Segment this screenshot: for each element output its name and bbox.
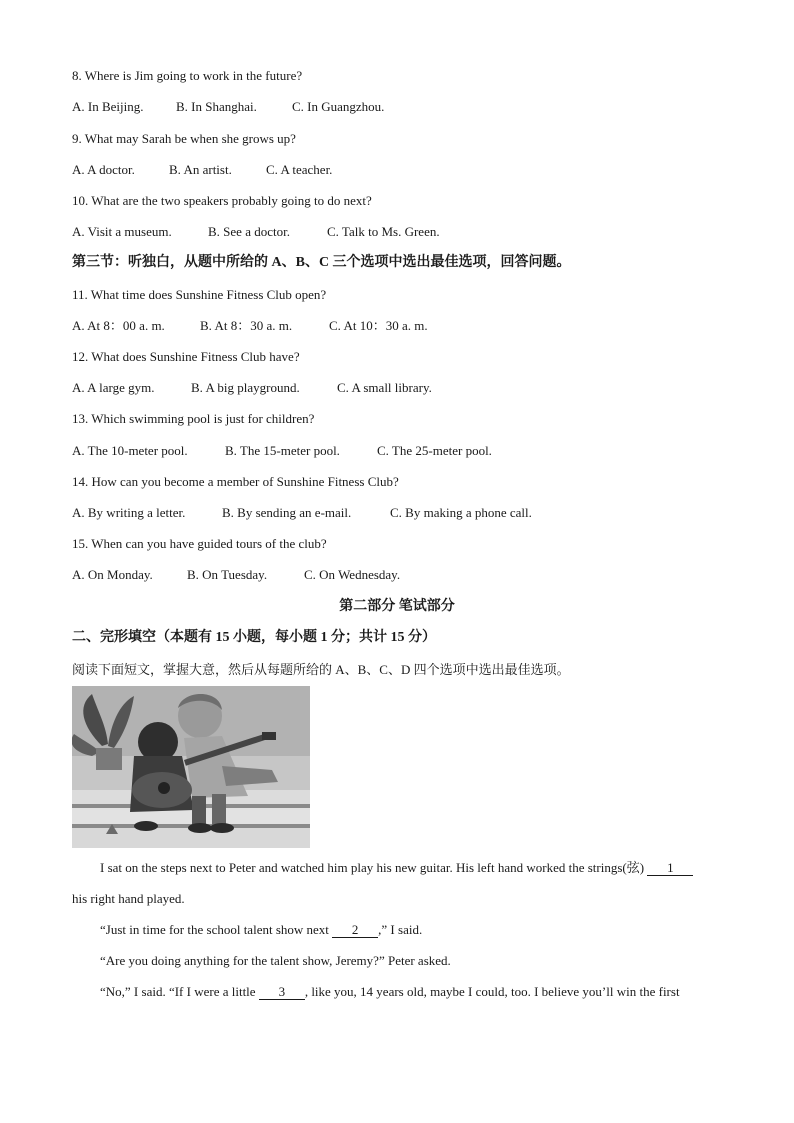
passage-line-3 — [100, 922, 422, 938]
question-15: 15. When can you have guided tours of the club? — [72, 536, 327, 551]
blank-2[interactable]: 2 — [332, 923, 378, 938]
option-c: C. On Wednesday. — [304, 567, 401, 582]
option-c: C. At 10：30 a. m. — [329, 318, 428, 333]
part-title: 第二部分 笔试部分 — [339, 599, 455, 614]
question-10: 10. What are the two speakers probably going to do next? — [72, 193, 372, 208]
passage-text: I sat on the steps next to Peter and watched him play his new guitar. His left hand worked the strings(弦) — [100, 860, 645, 875]
illustration-drawing — [72, 686, 310, 848]
question-13: 13. Which swimming pool is just for children? — [72, 411, 315, 426]
options-14 — [72, 505, 532, 521]
illustration-two-boys-guitar — [72, 686, 310, 848]
option-b: B. An artist. — [169, 162, 232, 177]
question-9: 9. What may Sarah be when she grows up? — [72, 131, 296, 146]
passage-text: “Just in time for the school talent show next — [100, 922, 329, 937]
passage-line-5 — [100, 984, 680, 1000]
section-title: 二、完形填空（本题有 15 小题，每小题 1 分；共计 15 分） — [72, 630, 436, 645]
blank-1[interactable]: 1 — [647, 861, 693, 876]
option-b: B. A big playground. — [191, 380, 300, 395]
blank-3[interactable]: 3 — [259, 985, 305, 1000]
passage-line-2: his right hand played. — [72, 891, 185, 906]
option-b: B. On Tuesday. — [187, 567, 268, 582]
passage-text: “No,” I said. “If I were a little — [100, 984, 256, 999]
options-12 — [72, 380, 432, 396]
question-14: 14. How can you become a member of Sunshine Fitness Club? — [72, 474, 399, 489]
options-11 — [72, 318, 428, 334]
option-b: B. The 15-meter pool. — [225, 443, 340, 458]
option-b: B. By sending an e-mail. — [222, 505, 352, 520]
option-a: A. Visit a museum. — [72, 224, 172, 239]
section-3-heading: 第三节：听独白，从题中所给的 A、B、C 三个选项中选出最佳选项，回答问题。 — [72, 255, 571, 270]
section-instruction: 阅读下面短文，掌握大意，然后从每题所给的 A、B、C、D 四个选项中选出最佳选项。 — [72, 662, 570, 677]
question-12: 12. What does Sunshine Fitness Club have? — [72, 349, 300, 364]
passage-line-4: “Are you doing anything for the talent show, Jeremy?” Peter asked. — [100, 953, 451, 968]
option-a: A. By writing a letter. — [72, 505, 186, 520]
option-a: A. In Beijing. — [72, 99, 144, 114]
option-c: C. A teacher. — [266, 162, 333, 177]
option-c: C. The 25-meter pool. — [377, 443, 492, 458]
option-a: A. The 10-meter pool. — [72, 443, 188, 458]
options-9 — [72, 162, 332, 178]
option-c: C. Talk to Ms. Green. — [327, 224, 440, 239]
question-11: 11. What time does Sunshine Fitness Club open? — [72, 287, 327, 302]
option-a: A. A doctor. — [72, 162, 135, 177]
option-c: C. A small library. — [337, 380, 432, 395]
options-13 — [72, 443, 492, 459]
options-15 — [72, 567, 400, 583]
option-b: B. See a doctor. — [208, 224, 290, 239]
passage-text: ,” I said. — [378, 922, 423, 937]
passage-text: , like you, 14 years old, maybe I could, too. I believe you’ll win the first — [304, 984, 680, 999]
option-a: A. At 8：00 a. m. — [72, 318, 165, 333]
option-b: B. At 8：30 a. m. — [200, 318, 293, 333]
options-8 — [72, 99, 384, 115]
option-a: A. A large gym. — [72, 380, 155, 395]
question-8: 8. Where is Jim going to work in the future? — [72, 68, 303, 83]
option-a: A. On Monday. — [72, 567, 153, 582]
options-10 — [72, 224, 440, 240]
passage-line-1 — [100, 860, 693, 876]
option-b: B. In Shanghai. — [176, 99, 257, 114]
option-c: C. In Guangzhou. — [292, 99, 385, 114]
option-c: C. By making a phone call. — [390, 505, 532, 520]
